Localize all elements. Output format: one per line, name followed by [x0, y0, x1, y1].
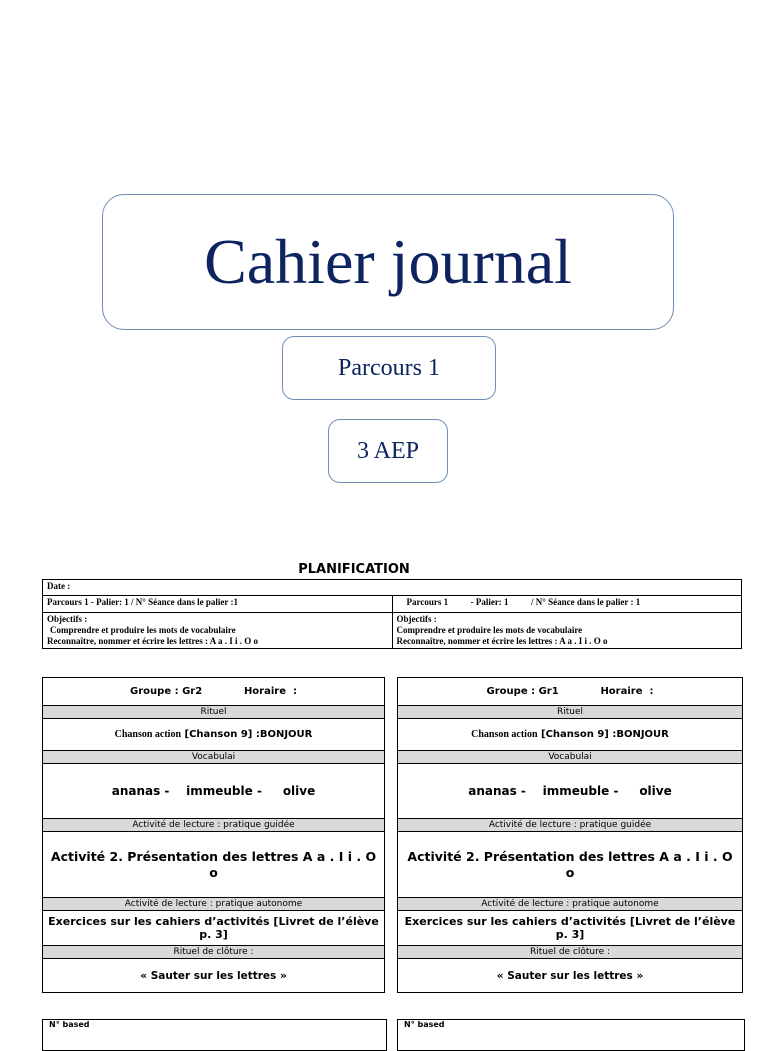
- objectifs-right-cell: [392, 613, 742, 649]
- section-label-lecture-autonome: Activité de lecture : pratique autonome: [43, 898, 385, 911]
- section-label-rituel: Rituel: [43, 706, 385, 719]
- song-label: Chanson action: [114, 728, 182, 740]
- group-header: Groupe : Gr2 Horaire :: [43, 678, 385, 706]
- peek-text: N° based: [404, 1020, 445, 1029]
- song-value: [Chanson 9] :BONJOUR: [184, 728, 313, 740]
- closing-ritual-text: « Sauter sur les lettres »: [43, 959, 385, 993]
- objectif-item: Comprendre et produire les mots de vocabulaire: [50, 625, 236, 635]
- section-label-rituel: Rituel: [398, 706, 743, 719]
- objectifs-row: [43, 613, 742, 649]
- section-label-lecture-guidee: Activité de lecture : pratique guidée: [43, 819, 385, 832]
- parcours-label: Parcours 1: [338, 354, 440, 381]
- activity-text: Activité 2. Présentation des lettres A a . I i . O o: [43, 832, 385, 898]
- section-label-lecture-guidee: Activité de lecture : pratique guidée: [398, 819, 743, 832]
- date-cell: Date :: [43, 580, 742, 596]
- group-header: Groupe : Gr1 Horaire :: [398, 678, 743, 706]
- parcours-left-cell: Parcours 1 - Palier: 1 / N° Séance dans le palier :1: [43, 596, 393, 613]
- activity-text: Activité 2. Présentation des lettres A a . I i . O o: [398, 832, 743, 898]
- section-label-lecture-autonome: Activité de lecture : pratique autonome: [398, 898, 743, 911]
- vocabulary-words: ananas - immeuble - olive: [43, 764, 385, 819]
- objectif-item: Reconnaître, nommer et écrire les lettres : A a . I i . O o: [396, 636, 608, 646]
- section-label-vocabulaire: Vocabulai: [43, 751, 385, 764]
- section-label-cloture: Rituel de clôture :: [398, 946, 743, 959]
- planification-table: [42, 579, 742, 649]
- closing-ritual-text: « Sauter sur les lettres »: [398, 959, 743, 993]
- song-cell: [398, 719, 743, 751]
- parcours-row: [43, 596, 742, 613]
- objectif-item: Reconnaître, nommer et écrire les lettres : A a . I i . O o: [47, 636, 259, 646]
- objectifs-label: Objectifs :: [47, 614, 88, 624]
- song-label: Chanson action: [471, 728, 538, 740]
- song-cell: [43, 719, 385, 751]
- song-value: [Chanson 9] :BONJOUR: [541, 728, 669, 740]
- exercises-text: Exercices sur les cahiers d’activités [Livret de l’élève p. 3]: [43, 911, 385, 946]
- vocabulary-words: ananas - immeuble - olive: [398, 764, 743, 819]
- section-label-cloture: Rituel de clôture :: [43, 946, 385, 959]
- exercises-text: Exercices sur les cahiers d’activités [Livret de l’élève p. 3]: [398, 911, 743, 946]
- group-card-gr2: [42, 677, 385, 993]
- objectifs-label: Objectifs :: [396, 614, 437, 624]
- objectif-item: Comprendre et produire les mots de vocabulaire: [396, 625, 583, 635]
- level-box: [328, 419, 448, 483]
- parcours-box: [282, 336, 496, 400]
- parcours-right-cell: Parcours 1 - Palier: 1 / N° Séance dans le palier : 1: [392, 596, 742, 613]
- group-card-gr1: [397, 677, 743, 993]
- date-row: [43, 580, 742, 596]
- page-title: Cahier journal: [204, 226, 572, 297]
- section-label-vocabulaire: Vocabulai: [398, 751, 743, 764]
- peek-text: N° based: [49, 1020, 90, 1029]
- level-label: 3 AEP: [356, 437, 419, 464]
- title-box: [102, 194, 674, 330]
- objectifs-left-cell: [43, 613, 393, 649]
- planification-heading: PLANIFICATION: [298, 562, 410, 577]
